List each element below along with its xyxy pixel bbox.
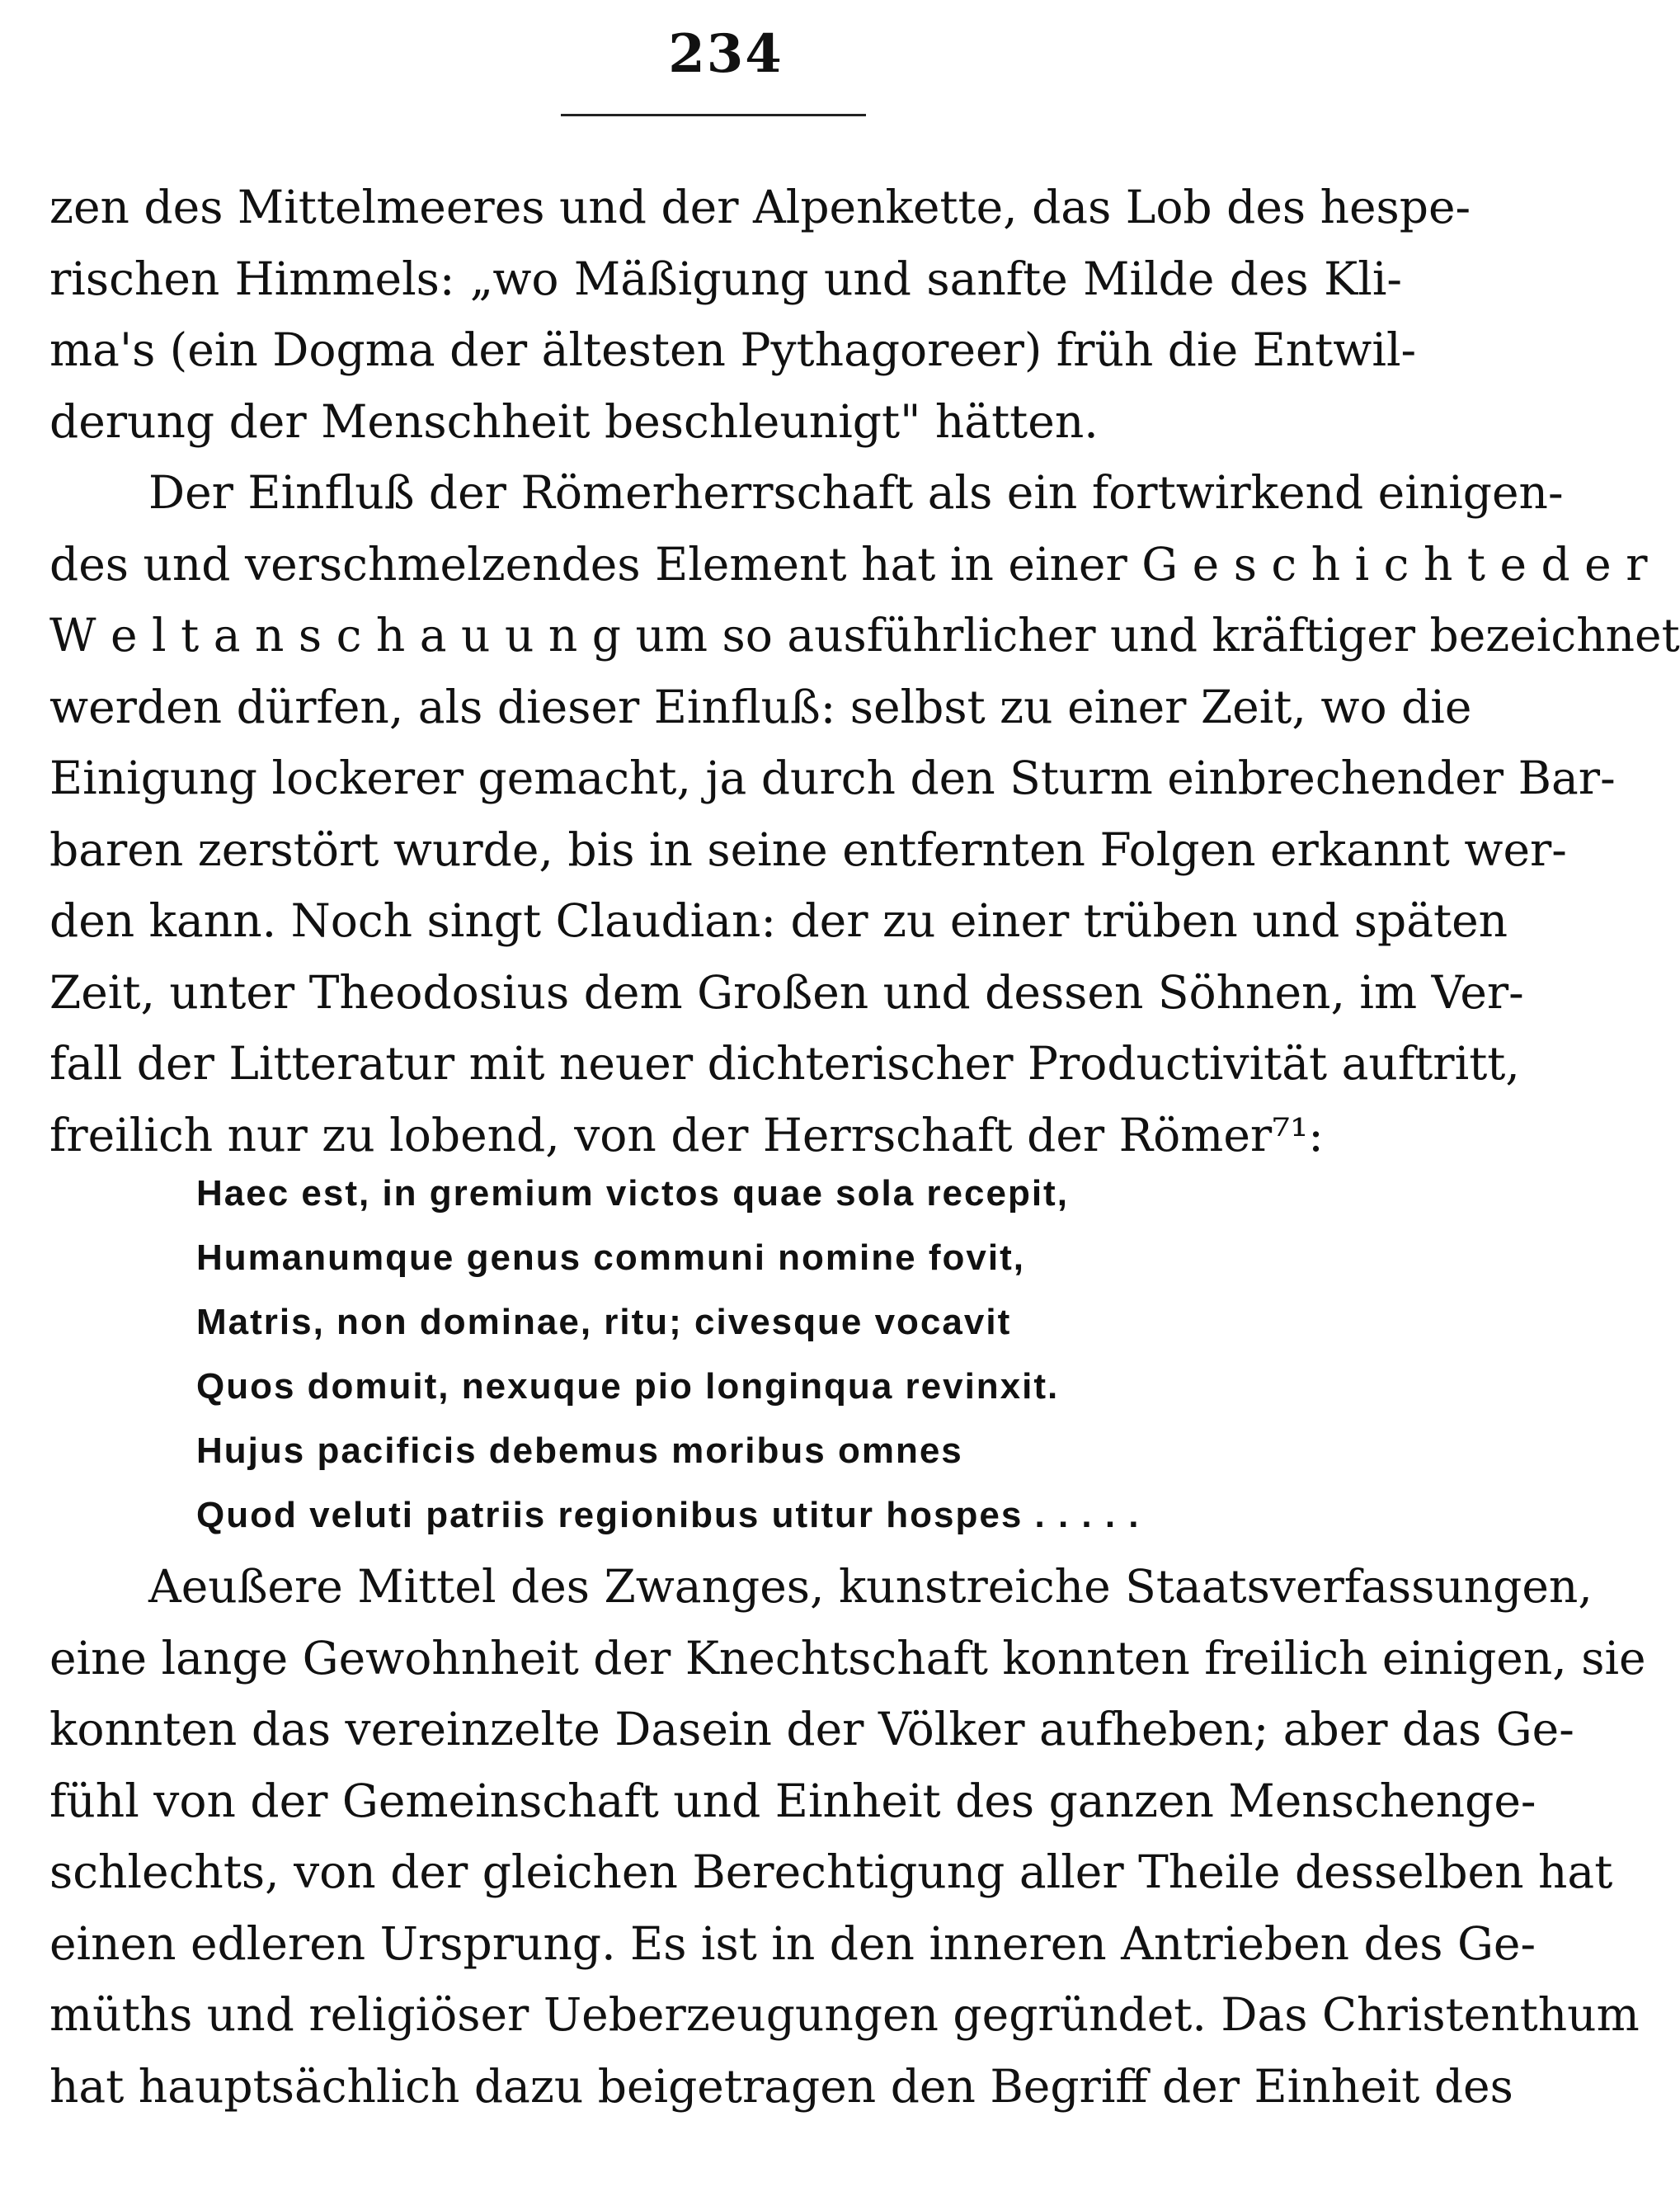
- text-line: Aeußere Mittel des Zwanges, kunstreiche Staatsverfassungen,: [148, 1560, 1593, 1613]
- verse-line: Haec est, in gremium victos quae sola recepit,: [196, 1173, 1069, 1214]
- text-line: des und verschmelzendes Element hat in einer G e s c h i c h t e d e r: [49, 537, 1648, 591]
- text-line: einen edleren Ursprung. Es ist in den inneren Antrieben des Ge-: [49, 1916, 1536, 1970]
- text-line: derung der Menschheit beschleunigt" hätten.: [49, 394, 1099, 448]
- text-line: Einigung lockerer gemacht, ja durch den Sturm einbrechender Bar-: [49, 752, 1616, 804]
- verse-line: Humanumque genus communi nomine fovit,: [196, 1237, 1025, 1278]
- latin-verse-quote: [196, 1162, 1400, 1548]
- text-line: ma's (ein Dogma der ältesten Pythagoreer) früh die Entwil-: [49, 323, 1417, 376]
- verse-line: Hujus pacificis debemus moribus omnes: [196, 1430, 963, 1471]
- text-line: rischen Himmels: „wo Mäßigung und sanfte Milde des Kli-: [49, 252, 1402, 305]
- text-line: müths und religiöser Ueberzeugungen gegründet. Das Christenthum: [49, 1988, 1640, 2041]
- text-line: eine lange Gewohnheit der Knechtschaft konnten freilich einigen, sie: [49, 1631, 1646, 1685]
- text-line: W e l t a n s c h a u u n g um so ausführlicher und kräftiger bezeichnet: [49, 609, 1680, 662]
- header-rule: [561, 114, 866, 116]
- verse-line: Matris, non dominae, ritu; civesque vocavit: [196, 1302, 1012, 1342]
- paragraph-continuation: [49, 172, 1471, 457]
- verse-line: Quos domuit, nexuque pio longinqua revinxit.: [196, 1366, 1060, 1407]
- text-line: Zeit, unter Theodosius dem Großen und dessen Söhnen, im Ver-: [49, 965, 1524, 1019]
- text-line: werden dürfen, als dieser Einfluß: selbst zu einer Zeit, wo die: [49, 680, 1472, 733]
- text-line: fühl von der Gemeinschaft und Einheit des ganzen Menschenge-: [49, 1774, 1536, 1827]
- text-line: baren zerstört wurde, bis in seine entfernten Folgen erkannt wer-: [49, 822, 1567, 876]
- text-line: fall der Litteratur mit neuer dichterischer Productivität auftritt,: [49, 1037, 1520, 1090]
- text-line: Der Einfluß der Römerherrschaft als ein fortwirkend einigen-: [148, 466, 1564, 519]
- text-line: zen des Mittelmeeres und der Alpenkette, das Lob des hespe-: [49, 181, 1471, 233]
- text-line: freilich nur zu lobend, von der Herrschaft der Römer⁷¹:: [49, 1108, 1324, 1162]
- text-line: konnten das vereinzelte Dasein der Völker aufheben; aber das Ge-: [49, 1703, 1574, 1756]
- page-number: 234: [668, 23, 784, 85]
- text-line: den kann. Noch singt Claudian: der zu einer trüben und späten: [49, 894, 1508, 947]
- verse-line: Quod veluti patriis regionibus utitur hospes . . . . .: [196, 1495, 1141, 1535]
- text-line: schlechts, von der gleichen Berechtigung aller Theile desselben hat: [49, 1845, 1613, 1898]
- paragraph-christianity: [49, 1551, 1646, 2122]
- text-line: hat hauptsächlich dazu beigetragen den Begriff der Einheit des: [49, 2059, 1513, 2113]
- paragraph-roman-rule: [49, 457, 1680, 1171]
